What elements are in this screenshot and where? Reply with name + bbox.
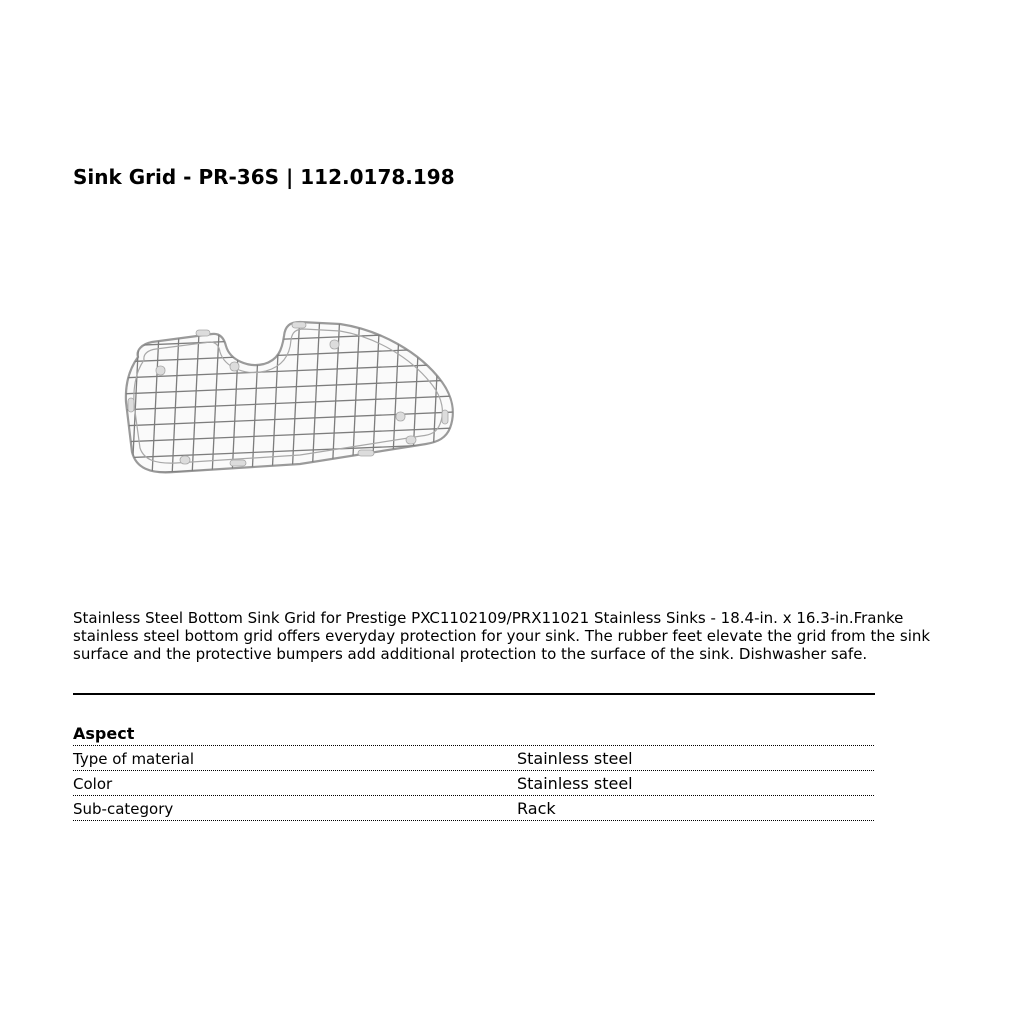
spec-value: Stainless steel — [517, 749, 633, 768]
spec-value: Rack — [517, 799, 556, 818]
spec-label: Type of material — [73, 750, 195, 768]
spec-label: Color — [73, 775, 113, 793]
section-divider — [73, 693, 875, 695]
spec-value: Stainless steel — [517, 774, 633, 793]
product-description: Stainless Steel Bottom Sink Grid for Prestige PXC1102109/PRX11021 Stainless Sinks - 18.4-in. x 16.3-in.Franke stainless steel bottom grid offers everyday protection for your sink. The rubber feet elevate the grid from the sink surface and the protective bumpers add additional protection to the surface of the sink. Dishwasher safe. — [73, 609, 931, 663]
sink-grid-image — [120, 312, 455, 477]
specs-table — [73, 723, 874, 821]
spec-row-subcategory — [73, 796, 874, 821]
grid-frame-shape — [126, 322, 453, 472]
spec-row-material — [73, 746, 874, 771]
product-title: Sink Grid - PR-36S | 112.0178.198 — [73, 165, 455, 189]
specs-heading: Aspect — [73, 723, 874, 746]
spec-label: Sub-category — [73, 800, 174, 818]
spec-row-color — [73, 771, 874, 796]
